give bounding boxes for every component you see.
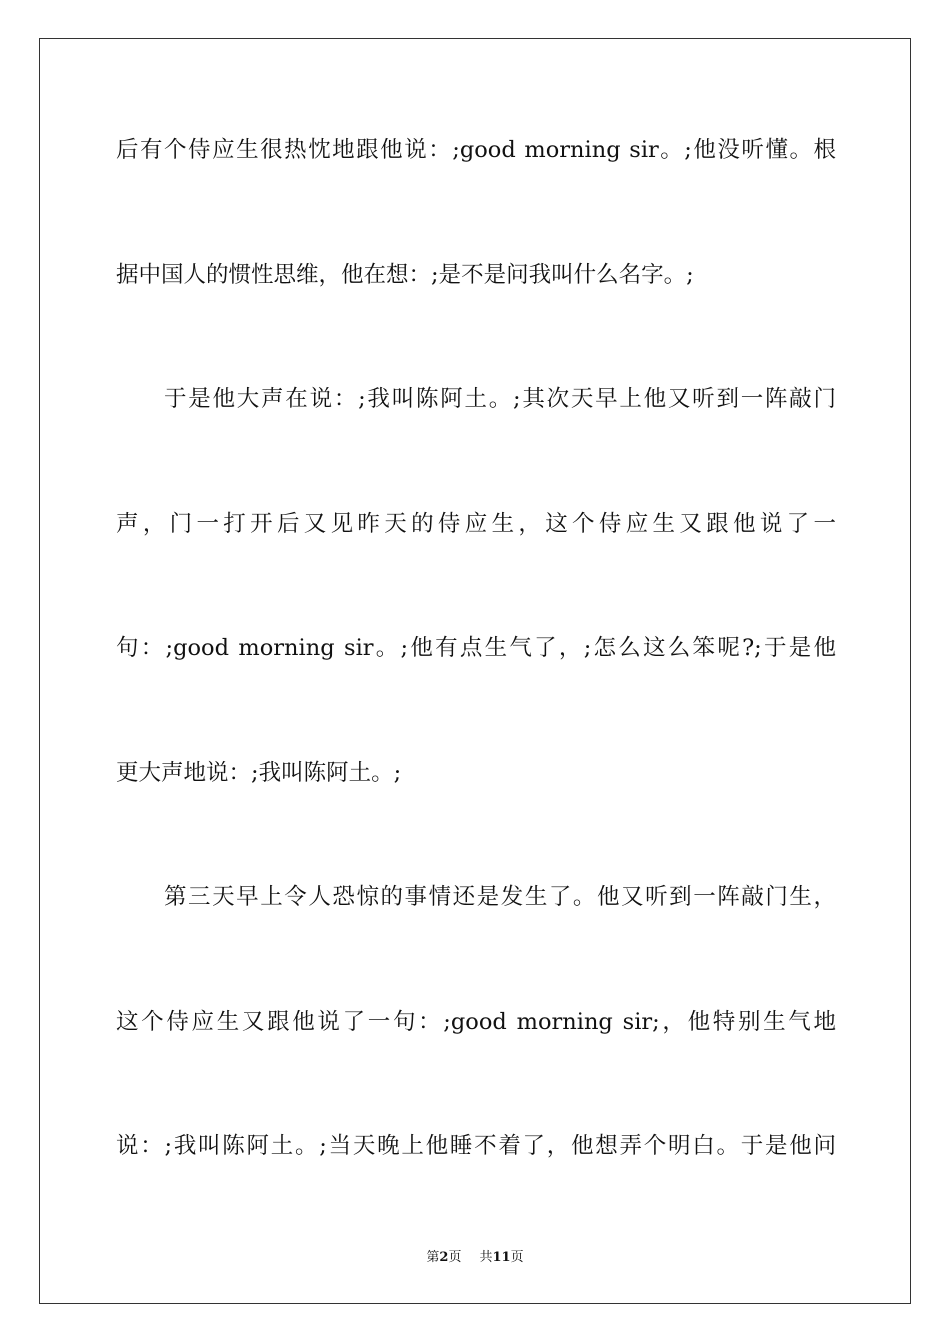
page-border bbox=[39, 38, 911, 1304]
body-line-3: 于是他大声在说：;我叫陈阿土。;其次天早上他又听到一阵敲门 bbox=[164, 386, 836, 412]
body-line-9: 说：;我叫陈阿土。;当天晚上他睡不着了，他想弄个明白。于是他问 bbox=[116, 1133, 836, 1159]
total-prefix: 共 bbox=[479, 1250, 493, 1265]
current-page-number: 2 bbox=[439, 1250, 449, 1265]
body-line-2: 据中国人的惯性思维，他在想：;是不是问我叫什么名字。; bbox=[116, 262, 694, 288]
body-line-1: 后有个侍应生很热忱地跟他说：;good morning sir。;他没听懂。根 bbox=[116, 137, 836, 163]
body-line-4: 声，门一打开后又见昨天的侍应生，这个侍应生又跟他说了一 bbox=[116, 511, 836, 537]
page-footer bbox=[0, 1246, 950, 1265]
page-unit: 页 bbox=[448, 1250, 462, 1265]
total-page-count: 11 bbox=[492, 1250, 511, 1265]
body-line-5: 句：;good morning sir。;他有点生气了，;怎么这么笨呢?;于是他 bbox=[116, 635, 836, 661]
body-line-8: 这个侍应生又跟他说了一句：;good morning sir;，他特别生气地 bbox=[116, 1009, 836, 1035]
page-prefix: 第 bbox=[426, 1250, 440, 1265]
total-unit: 页 bbox=[510, 1250, 524, 1265]
body-line-7: 第三天早上令人恐惊的事情还是发生了。他又听到一阵敲门生， bbox=[164, 884, 836, 910]
body-line-6: 更大声地说：;我叫陈阿土。; bbox=[116, 760, 402, 786]
